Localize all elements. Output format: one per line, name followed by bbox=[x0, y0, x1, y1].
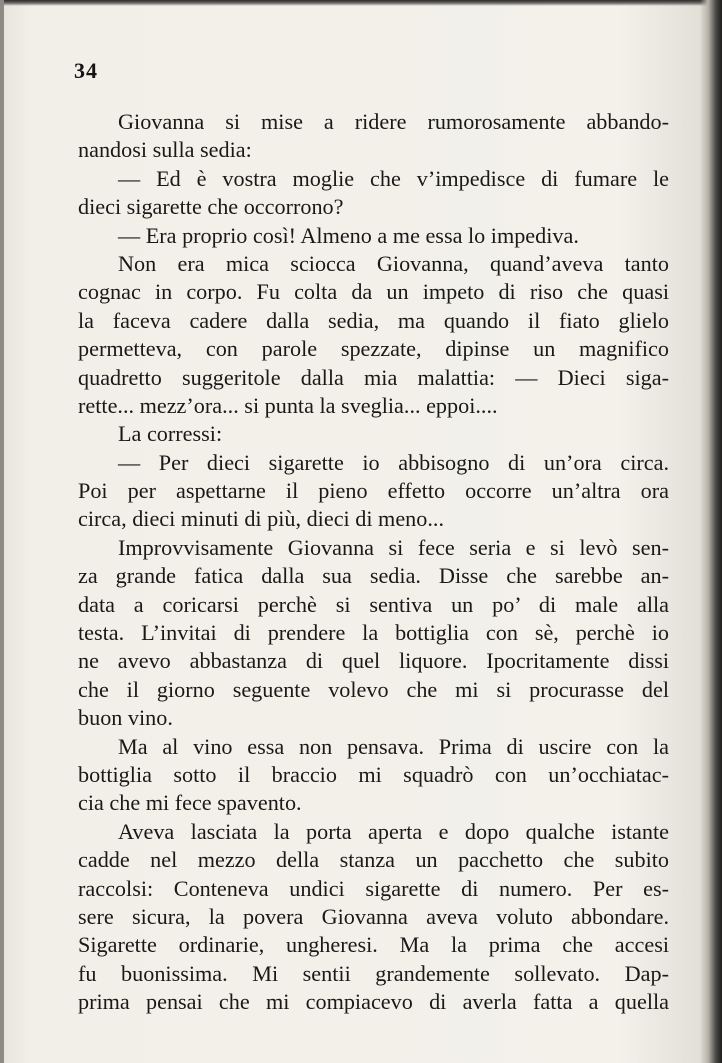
text-line: cia che mi fece spavento. bbox=[78, 790, 302, 816]
text-line: — Per dieci sigarette io abbisogno di un’ora circa. bbox=[118, 449, 669, 475]
text-line: Sigarette ordinarie, ungheresi. Ma la prima che accesi bbox=[78, 932, 669, 958]
text-line: prima pensai che mi compiacevo di averla fatta a quella bbox=[78, 989, 669, 1015]
text-line: raccolsi: Conteneva undici sigarette di numero. Per es- bbox=[78, 875, 669, 901]
text-line: Aveva lasciata la porta aperta e dopo qualche istante bbox=[118, 818, 669, 844]
body-text bbox=[78, 108, 669, 1017]
text-line: Non era mica sciocca Giovanna, quand’aveva tanto bbox=[118, 250, 669, 276]
text-line: Giovanna si mise a ridere rumorosamente abbando- bbox=[118, 109, 669, 134]
text-line: data a coricarsi perchè si sentiva un po’ di male alla bbox=[78, 591, 669, 617]
text-line: buon vino. bbox=[78, 705, 173, 731]
text-line: che il giorno seguente volevo che mi si procurasse del bbox=[78, 676, 669, 702]
text-line: circa, dieci minuti di più, dieci di meno... bbox=[78, 506, 444, 532]
text-line: ne avevo abbastanza di quel liquore. Ipocritamente dissi bbox=[78, 648, 669, 674]
text-line: la faceva cadere dalla sedia, ma quando il fiato glielo bbox=[78, 307, 669, 333]
text-line: cadde nel mezzo della stanza un pacchetto che subito bbox=[78, 847, 669, 873]
text-line: Poi per aspettarne il pieno effetto occorre un’altra ora bbox=[78, 478, 669, 504]
text-line: cognac in corpo. Fu colta da un impeto di riso che quasi bbox=[78, 279, 669, 305]
text-line: permetteva, con parole spezzate, dipinse un magnifico bbox=[78, 336, 669, 362]
text-line: fu buonissima. Mi sentii grandemente sollevato. Dap- bbox=[78, 960, 669, 986]
text-line: — Ed è vostra moglie che v’impedisce di fumare le bbox=[118, 165, 669, 191]
text-line: testa. L’invitai di prendere la bottiglia con sè, perchè io bbox=[78, 620, 669, 646]
text-line: Improvvisamente Giovanna si fece seria e si levò sen- bbox=[118, 534, 669, 560]
text-line: nandosi sulla sedia: bbox=[78, 137, 252, 163]
text-line: La corressi: bbox=[118, 421, 223, 447]
text-line: bottiglia sotto il braccio mi squadrò con un’occhiatac- bbox=[78, 761, 669, 787]
text-line: sere sicura, la povera Giovanna aveva voluto abbondare. bbox=[78, 903, 669, 929]
page-binding-edge bbox=[700, 0, 722, 1063]
page-left-edge bbox=[0, 0, 4, 1063]
text-line: rette... mezz’ora... si punta la sveglia... eppoi.... bbox=[78, 392, 498, 418]
page-top-edge bbox=[0, 0, 722, 6]
page-number: 34 bbox=[74, 58, 98, 83]
text-line: quadretto suggeritole dalla mia malattia: — Dieci siga- bbox=[78, 364, 669, 390]
text-line: — Era proprio così! Almeno a me essa lo impediva. bbox=[118, 222, 579, 248]
text-line: dieci sigarette che occorrono? bbox=[78, 194, 344, 220]
text-line: Ma al vino essa non pensava. Prima di uscire con la bbox=[118, 733, 669, 759]
text-line: za grande fatica dalla sua sedia. Disse che sarebbe an- bbox=[78, 563, 669, 589]
